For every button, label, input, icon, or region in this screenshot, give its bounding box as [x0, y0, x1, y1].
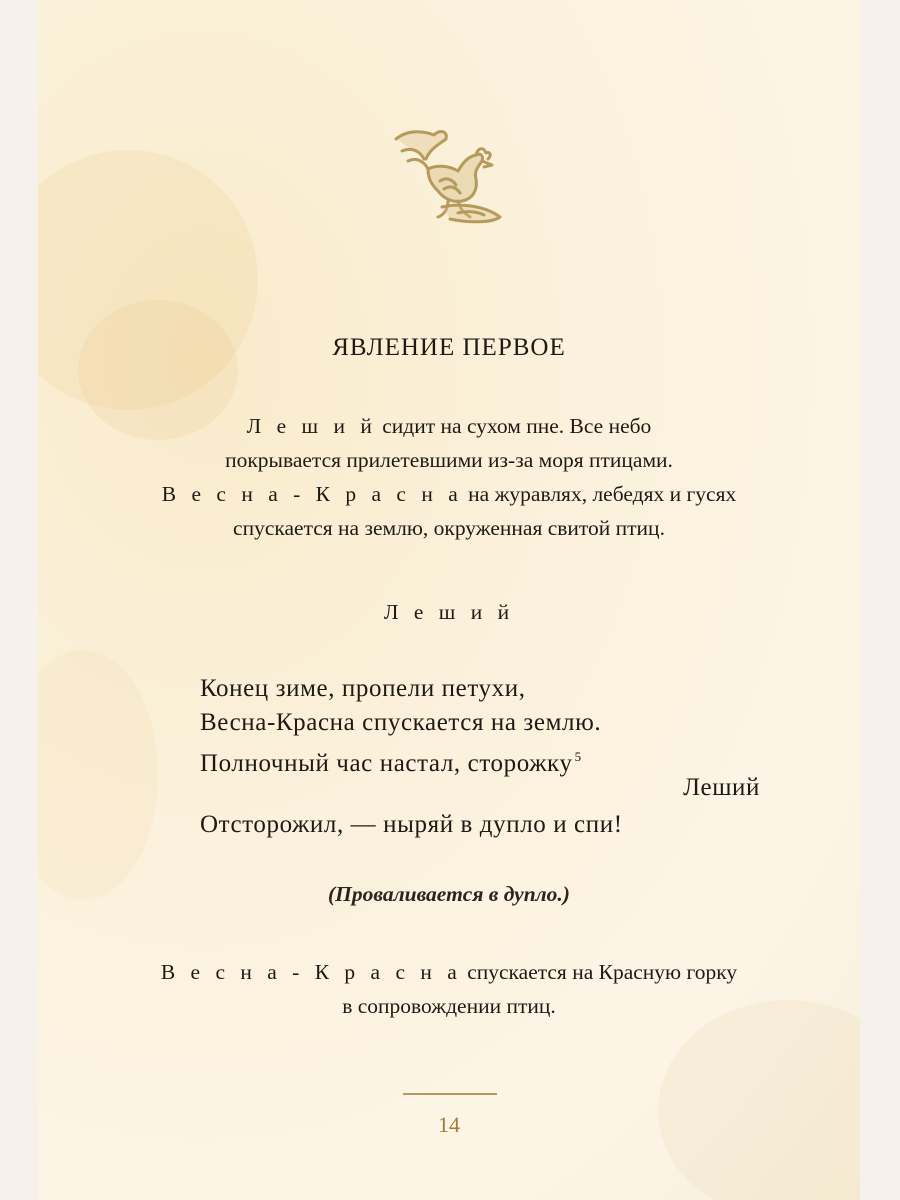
scene-title: ЯВЛЕНИЕ ПЕРВОЕ: [332, 334, 566, 361]
stage-line: в сопровождении птиц.: [342, 994, 556, 1018]
stage-aside: (Проваливается в дупло.): [328, 882, 570, 906]
character-name: В е с н а - К р а с н а: [160, 960, 462, 984]
verse-line: Конец зиме, пропели петухи,: [200, 675, 526, 702]
stage-text: сидит на сухом пне. Все небо: [382, 414, 652, 438]
stage-line: [38, 478, 860, 510]
verse-text: Полночный час настал, сторожку: [200, 750, 573, 777]
stage-line: покрывается прилетевшими из-за моря птицами.: [225, 448, 673, 472]
character-name: Л е ш и й: [246, 414, 377, 438]
book-page: [38, 0, 860, 1200]
rooster-ornament-icon: [388, 125, 508, 225]
verse-line: [200, 740, 582, 781]
stage-line: [38, 410, 860, 442]
page-number-rule: [403, 1093, 497, 1095]
paper-stain: [658, 1000, 860, 1200]
page-number: 14: [438, 1112, 460, 1137]
verse-line: Отсторожил, — ныряй в дупло и спи!: [200, 811, 623, 838]
character-name: В е с н а - К р а с н а: [161, 482, 463, 506]
stage-line: [38, 956, 860, 988]
stage-text: спускается на Красную горку: [467, 960, 738, 984]
stage-text: на журавлях, лебедях и гусях: [468, 482, 737, 506]
verse-line-right: Леший: [683, 774, 760, 801]
stage-line: спускается на землю, окруженная свитой птиц.: [233, 516, 665, 540]
speaker-name: Л е ш и й: [383, 600, 515, 624]
paper-stain: [38, 650, 158, 900]
footnote-marker[interactable]: 5: [574, 749, 582, 764]
verse-line: Весна-Красна спускается на землю.: [200, 709, 602, 736]
